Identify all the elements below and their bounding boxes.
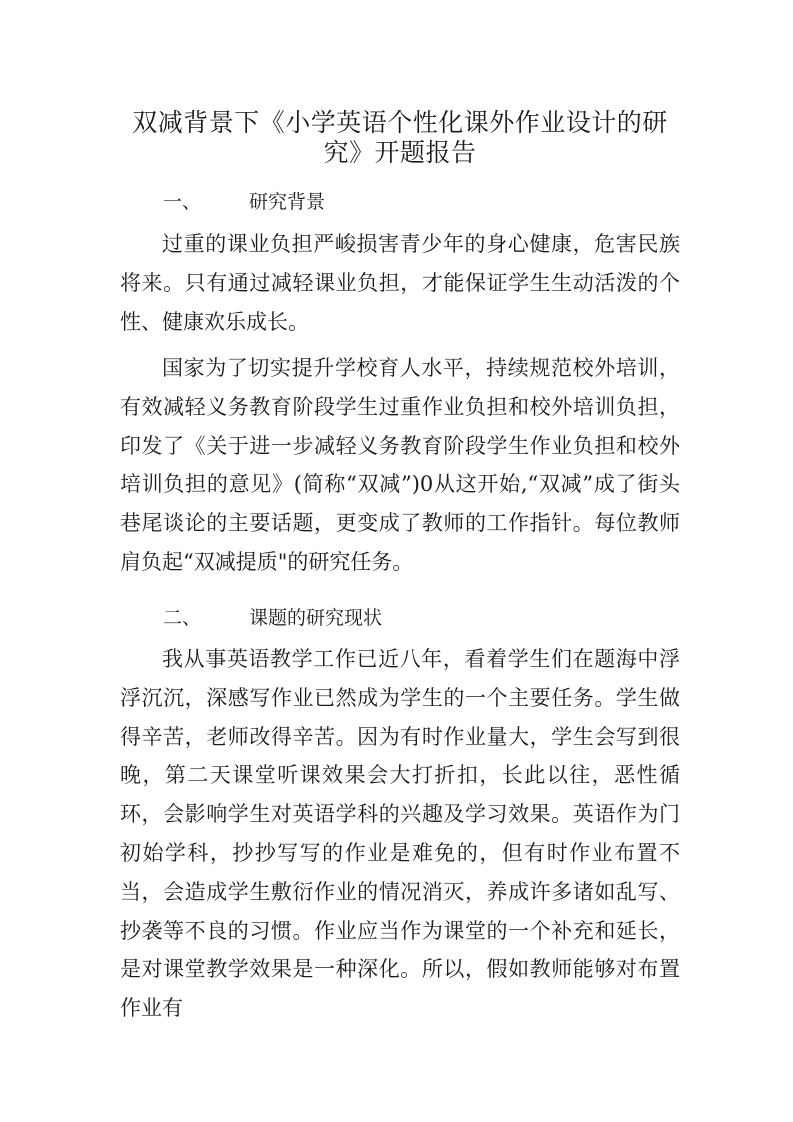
section-heading-text: 研究背景 — [249, 191, 326, 213]
section-number: 一、 — [163, 191, 202, 213]
paragraph: 过重的课业负担严峻损害青少年的身心健康，危害民族将来。只有通过减轻课业负担，才能保证学生生动活泼的个性、健康欢乐成长。 — [120, 232, 680, 334]
paragraph: 我从事英语教学工作已近八年，看着学生们在题海中浮浮沉沉，深感写作业已然成为学生的一个主要任务。学生做得辛苦，老师改得辛苦。因为有时作业量大，学生会写到很晚，第二天课堂听课效果会大打折扣，长此以往，恶性循环，会影响学生对英语学科的兴趣及学习效果。英语作为门初始学科，抄抄写写的作业是难免的，但有时作业布置不当，会造成学生敷衍作业的情况消灭，养成许多诸如乱写、抄袭等不良的习惯。作业应当作为课堂的一个补充和延长，是对课堂教学效果是一种深化。所以，假如教师能够对布置作业有 — [120, 647, 680, 1021]
section-heading-text: 课题的研究现状 — [249, 607, 383, 629]
section-heading-2 — [163, 606, 382, 630]
section-heading-1 — [163, 190, 325, 214]
paragraph: 国家为了切实提升学校育人水平，持续规范校外培训，有效减轻义务教育阶段学生过重作业负担和校外培训负担，印发了《关于进一步减轻义务教育阶段学生作业负担和校外培训负担的意见》(简称“双减”)0从这开始,“双减”成了街头巷尾谈论的主要话题，更变成了教师的工作指针。每位教师肩负起“双减提质"的研究任务。 — [120, 356, 680, 574]
section-number: 二、 — [163, 607, 202, 629]
document-title: 双减背景下《小学英语个性化课外作业设计的研究》开题报告 — [132, 108, 668, 167]
